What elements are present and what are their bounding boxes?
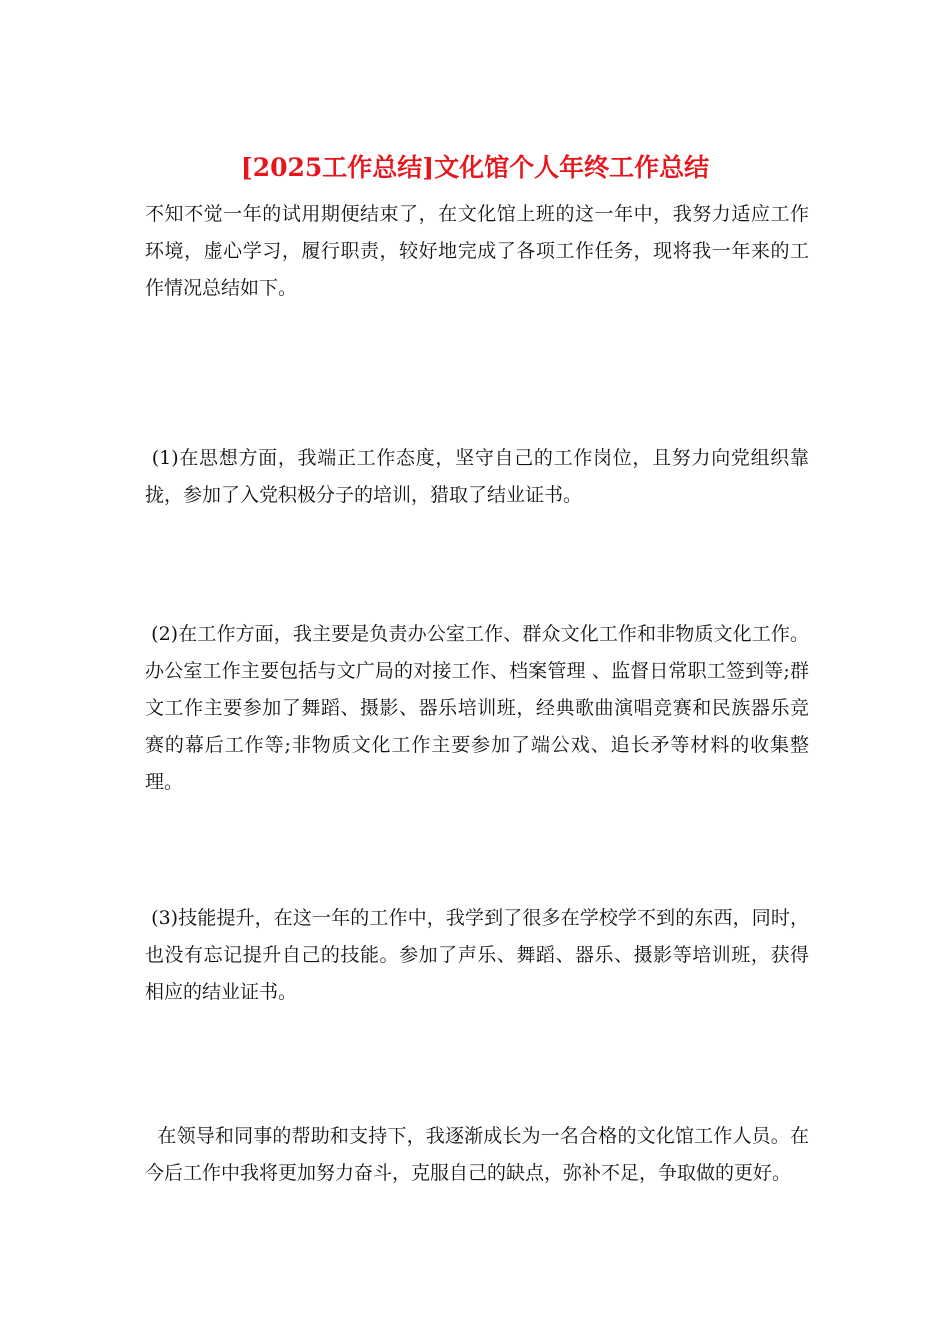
closing-paragraph: 在领导和同事的帮助和支持下，我逐渐成长为一名合格的文化馆工作人员。在今后工作中我将更加努力奋斗，克服自己的缺点，弥补不足，争取做的更好。 — [145, 1125, 809, 1184]
document-title: [2025工作总结]文化馆个人年终工作总结 — [240, 153, 710, 182]
thinking-paragraph: (1)在思想方面，我端正工作态度，坚守自己的工作岗位，且努力向党组织靠拢，参加了入党积极分子的培训，猎取了结业证书。 — [145, 447, 809, 506]
intro-paragraph: 不知不觉一年的试用期便结束了，在文化馆上班的这一年中，我努力适应工作环境，虚心学习，履行职责，较好地完成了各项工作任务，现将我一年来的工作情况总结如下。 — [145, 203, 809, 299]
skills-paragraph: (3)技能提升，在这一年的工作中，我学到了很多在学校学不到的东西，同时，也没有忘记提升自己的技能。参加了声乐、舞蹈、器乐、摄影等培训班，获得相应的结业证书。 — [145, 907, 810, 1003]
work-paragraph: (2)在工作方面，我主要是负责办公室工作、群众文化工作和非物质文化工作。办公室工作主要包括与文广局的对接工作、档案管理 、监督日常职工签到等;群文工作主要参加了舞蹈、摄影、器乐培训班，经典歌曲演唱竞赛和民族器乐竞赛的幕后工作等;非物质文化工作主要参加了端公戏、追长矛等材料的收集整理。 — [145, 623, 810, 793]
